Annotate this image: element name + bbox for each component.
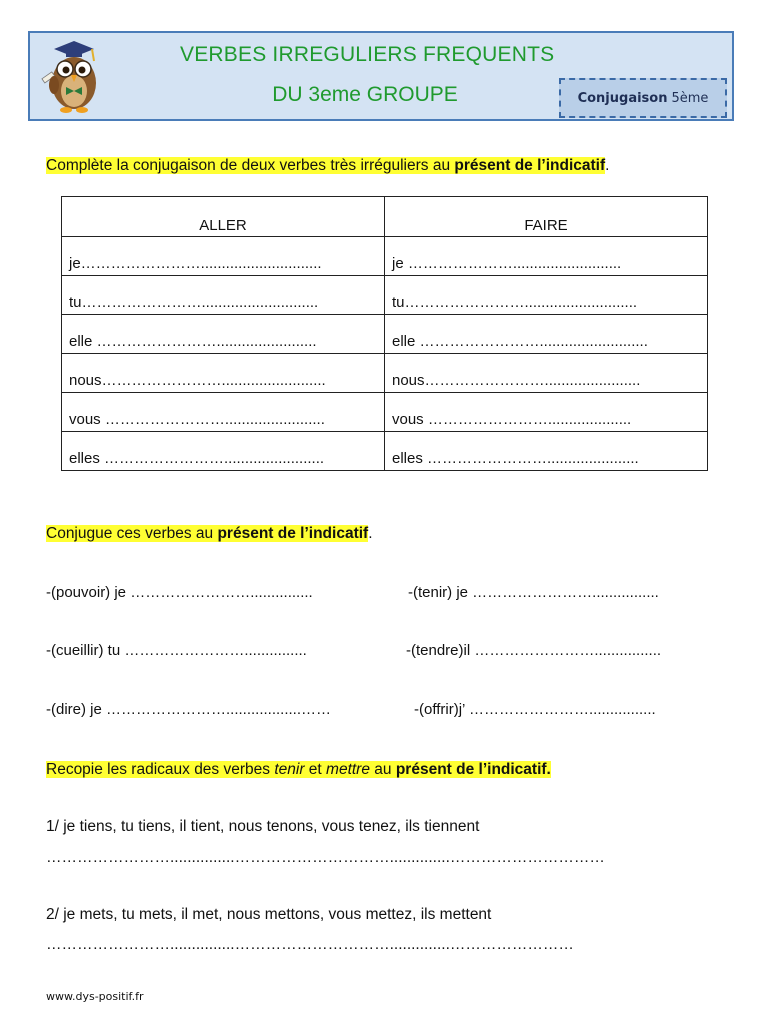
instruction-3-text: Recopie les radicaux des verbes: [46, 761, 275, 778]
badge-subject: Conjugaison: [577, 90, 668, 106]
exercise-tendre[interactable]: -(tendre)il ……………………................: [406, 642, 662, 659]
level-badge: [559, 78, 727, 118]
instruction-3: [46, 759, 551, 781]
instruction-2-bold: présent de l’indicatif: [217, 525, 369, 542]
radicals-tenir-answer[interactable]: ……………………...............…………………………..............…………………………: [46, 849, 605, 866]
table-cell[interactable]: je…………………….............................: [62, 237, 385, 276]
radicals-mettre-answer[interactable]: ……………………...............…………………………..............……………………: [46, 936, 574, 953]
instruction-2-suffix: .: [368, 525, 373, 542]
exercise-cueillir[interactable]: -(cueillir) tu ……………………...............: [46, 642, 307, 659]
exercise-offrir[interactable]: -(offrir)j’ ……………………................: [414, 701, 656, 718]
table-cell[interactable]: elles ……………………........................: [62, 432, 385, 471]
table-row: [62, 315, 708, 354]
instruction-1-text: Complète la conjugaison de deux verbes très irréguliers au: [46, 157, 455, 174]
instruction-1: [46, 155, 609, 177]
instruction-1-suffix: .: [605, 157, 610, 174]
table-cell[interactable]: elle ……………………..........................: [385, 315, 708, 354]
table-cell[interactable]: elles ……………………......................: [385, 432, 708, 471]
radicals-mettre-text: 2/ je mets, tu mets, il met, nous mettons, vous mettez, ils mettent: [46, 906, 492, 923]
exercise-tenir[interactable]: -(tenir) je ……………………................: [408, 584, 659, 601]
table-row: [62, 354, 708, 393]
table-header-aller: ALLER: [62, 197, 385, 237]
instruction-1-bold: présent de l’indicatif: [454, 157, 606, 174]
instruction-2: [46, 523, 373, 545]
table-row: [62, 237, 708, 276]
page-subtitle: DU 3eme GROUPE: [272, 83, 458, 106]
table-cell[interactable]: vous ……………………....................: [385, 393, 708, 432]
table-cell[interactable]: nous…………………….......................: [385, 354, 708, 393]
page-title: VERBES IRREGULIERS FREQUENTS: [180, 43, 555, 66]
instruction-3-and: et: [304, 761, 327, 778]
table-row: [62, 432, 708, 471]
instruction-3-verb-mettre: mettre: [326, 761, 370, 778]
table-cell[interactable]: vous ……………………........................: [62, 393, 385, 432]
exercise-pouvoir[interactable]: -(pouvoir) je ……………………...............: [46, 584, 313, 601]
table-header-row: [62, 197, 708, 237]
instruction-2-text: Conjugue ces verbes au: [46, 525, 218, 542]
footer-site[interactable]: www.dys-positif.fr: [46, 990, 144, 1003]
instruction-3-au: au: [369, 761, 396, 778]
table-row: [62, 276, 708, 315]
radicals-tenir-text: 1/ je tiens, tu tiens, il tient, nous tenons, vous tenez, ils tiennent: [46, 818, 480, 835]
exercise-dire[interactable]: -(dire) je ……………………..................……: [46, 701, 332, 718]
badge-level: 5ème: [671, 90, 709, 106]
table-cell[interactable]: tu……………………............................: [62, 276, 385, 315]
conjugation-table: [61, 196, 708, 471]
instruction-3-bold: présent de l’indicatif.: [395, 761, 551, 778]
table-cell[interactable]: elle ……………………........................: [62, 315, 385, 354]
header-banner: [28, 31, 734, 121]
table-row: [62, 393, 708, 432]
table-cell[interactable]: tu……………………...........................: [385, 276, 708, 315]
table-header-faire: FAIRE: [385, 197, 708, 237]
owl-mascot-icon: [40, 37, 102, 115]
table-cell[interactable]: je …………………..........................: [385, 237, 708, 276]
instruction-3-verb-tenir: tenir: [274, 761, 305, 778]
table-cell[interactable]: nous…………………….........................: [62, 354, 385, 393]
